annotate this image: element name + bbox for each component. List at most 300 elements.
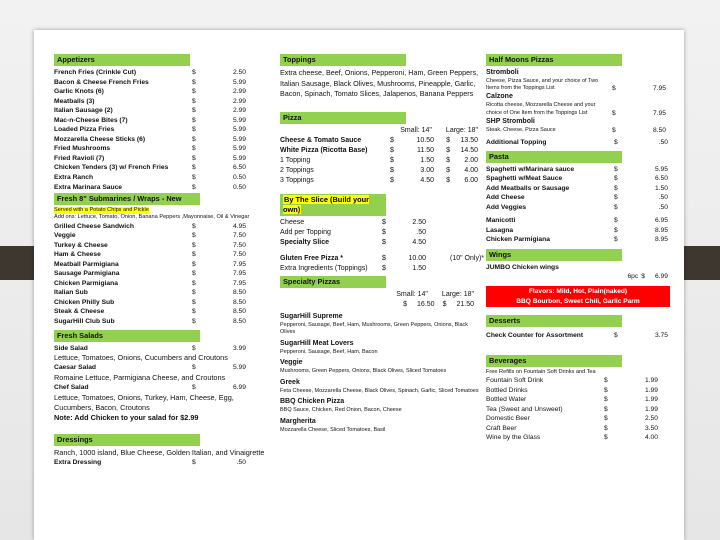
item-price: 3.75 (654, 332, 668, 340)
item-name: 2 Toppings (280, 166, 314, 174)
pizza-size-row (280, 126, 484, 136)
caesar-salad-row (54, 363, 272, 373)
currency-sign: $ (192, 116, 196, 124)
item-name: SHP Stromboli (486, 117, 535, 125)
item-price: 8.50 (232, 308, 246, 316)
subs-list (54, 222, 272, 327)
item-name: Calzone (486, 93, 513, 101)
halfmoons-list (486, 68, 676, 134)
currency-sign: $ (390, 166, 394, 174)
item-name: Craft Beer (486, 424, 517, 432)
item-price: 5.99 (232, 364, 246, 372)
sub-row (54, 279, 272, 289)
item-name: Steak & Cheese (54, 308, 105, 316)
subs-note: Served with a Potato Chips and Pickle (54, 207, 149, 214)
currency-sign: $ (192, 344, 196, 352)
appetizer-row (54, 154, 272, 164)
currency-sign: $ (604, 434, 608, 442)
item-price: 7.50 (232, 251, 246, 259)
currency-sign: $ (192, 97, 196, 105)
extra-ingredients-row (280, 264, 484, 274)
item-price: 5.99 (232, 135, 246, 143)
item-price: 8.50 (232, 317, 246, 325)
currency-sign: $ (192, 298, 196, 306)
small-price: 4.50 (420, 176, 434, 184)
beverage-row (486, 414, 676, 424)
item-name: SugarHill Meat Lovers (280, 339, 354, 347)
pasta-row (486, 203, 676, 213)
item-price: 6.99 (232, 384, 246, 392)
item-price: 6.50 (232, 164, 246, 172)
item-name: Chicken Tenders (3) w/ French Fries (54, 164, 169, 172)
item-price: 7.95 (652, 85, 666, 93)
item-price: 10.00 (408, 254, 426, 262)
currency-sign: $ (192, 384, 196, 392)
wing-flavors-line2: BBQ Bourbon, Sweet Chili, Garlic Parm (516, 297, 640, 305)
currency-sign: $ (614, 165, 618, 173)
sub-row (54, 241, 272, 251)
currency-sign: $ (192, 135, 196, 143)
salad-note: Note: Add Chicken to your salad for $2.99 (54, 413, 199, 423)
currency-sign: $ (192, 69, 196, 76)
pizza-list (280, 136, 484, 186)
item-price: .50 (236, 458, 246, 466)
appetizer-row (54, 135, 272, 145)
item-name: Margherita (280, 418, 316, 426)
item-name: 1 Topping (280, 156, 311, 164)
item-name: Spaghetti w/Meat Sauce (486, 175, 563, 183)
item-name: Meatball Parmigiana (54, 260, 119, 268)
currency-sign: $ (612, 109, 616, 117)
item-desc: BBQ Sauce, Chicken, Red Onion, Bacon, Cheese (280, 407, 402, 414)
item-name: Chicken Philly Sub (54, 298, 115, 306)
desserts-header: Desserts (486, 315, 622, 327)
currency-sign: $ (604, 415, 608, 423)
item-desc: Steak, Cheese, Pizza Sauce (486, 126, 556, 133)
pizza-header: Pizza (280, 112, 406, 124)
item-price: 0.50 (232, 183, 246, 191)
item-name: Add Meatballs or Sausage (486, 184, 570, 192)
currency-sign: $ (614, 175, 618, 183)
currency-sign: $ (192, 145, 196, 153)
item-price: 3.99 (232, 344, 246, 352)
specialty-item (280, 358, 484, 376)
item-price: 7.50 (232, 232, 246, 240)
pizza-row (280, 166, 484, 176)
appetizer-row (54, 144, 272, 154)
item-name: Stromboli (486, 69, 519, 76)
menu-page (34, 30, 684, 540)
item-name: Fried Mushrooms (54, 145, 111, 153)
item-price: 2.50 (232, 69, 246, 76)
item-price: 5.99 (232, 78, 246, 86)
currency-sign: $ (192, 174, 196, 182)
wing-flavors-box (486, 286, 670, 307)
currency-sign: $ (442, 300, 447, 308)
currency-sign: $ (614, 236, 618, 244)
item-price: 7.95 (232, 260, 246, 268)
item-name: Specialty Slice (280, 238, 330, 246)
item-name: Bottled Water (486, 396, 527, 404)
item-desc: Feta Cheese, Mozzarella Cheese, Black Olives, Spinach, Garlic, Sliced Tomatoes (280, 387, 479, 394)
currency-sign: $ (612, 85, 616, 93)
pasta-list (486, 165, 676, 245)
item-price: 1.50 (412, 264, 426, 272)
currency-sign: $ (641, 273, 645, 281)
pasta-row (486, 216, 676, 226)
beverage-row (486, 395, 676, 405)
sub-row (54, 317, 272, 327)
specialty-item (280, 417, 484, 435)
toppings-header: Toppings (280, 54, 406, 66)
specialty-item (280, 397, 484, 415)
specialty-item (280, 378, 484, 396)
item-name: Bottled Drinks (486, 386, 528, 394)
currency-sign: $ (192, 222, 196, 230)
sub-row (54, 298, 272, 308)
item-price: 1.99 (644, 396, 658, 404)
halfmoons-header: Half Moons Pizzas (486, 54, 622, 66)
pizza-row (280, 176, 484, 186)
sub-row (54, 288, 272, 298)
currency-sign: $ (192, 183, 196, 191)
item-name: Side Salad (54, 344, 88, 352)
large-price: 13.50 (460, 136, 478, 144)
column-right (486, 54, 676, 443)
item-name: Chef Salad (54, 384, 89, 392)
currency-sign: $ (382, 218, 386, 226)
item-price: 1.99 (644, 376, 658, 384)
currency-sign: $ (604, 424, 608, 432)
item-name: Grilled Cheese Sandwich (54, 222, 134, 230)
currency-sign: $ (446, 156, 450, 164)
item-price: 6.95 (654, 217, 668, 225)
beverage-row (486, 386, 676, 396)
item-name: Additional Topping (486, 139, 547, 147)
item-name: Chicken Parmigiana (54, 279, 118, 287)
currency-sign: $ (604, 405, 608, 413)
item-price: 5.99 (232, 116, 246, 124)
appetizer-row (54, 125, 272, 135)
item-name: Loaded Pizza Fries (54, 126, 115, 134)
item-name: Spaghetti w/Marinara sauce (486, 165, 575, 173)
currency-sign: $ (612, 127, 616, 135)
item-name: 3 Toppings (280, 176, 314, 184)
gf-note: (10" Only)* (450, 254, 484, 262)
pasta-row (486, 226, 676, 236)
item-price: 7.50 (232, 241, 246, 249)
pizza-row (280, 136, 484, 146)
side-salad-desc: Lettuce, Tomatoes, Onions, Cucumbers and Croutons (54, 353, 228, 363)
appetizer-row (54, 116, 272, 126)
currency-sign: $ (192, 317, 196, 325)
currency-sign: $ (192, 270, 196, 278)
small-price: 3.00 (420, 166, 434, 174)
item-name: Turkey & Cheese (54, 241, 108, 249)
item-name: Lasagna (486, 226, 514, 234)
currency-sign: $ (614, 217, 618, 225)
column-middle (280, 54, 484, 435)
item-price: 5.99 (232, 145, 246, 153)
halfmoon-item (486, 68, 676, 92)
item-price: 1.50 (654, 184, 668, 192)
appetizers-list (54, 68, 272, 192)
currency-sign: $ (192, 289, 196, 297)
halfmoon-item (486, 92, 676, 116)
item-price: 8.50 (232, 298, 246, 306)
currency-sign: $ (192, 107, 196, 115)
pizza-row (280, 146, 484, 156)
item-name: Extra Ingredients (Toppings) (280, 264, 368, 272)
currency-sign: $ (614, 139, 618, 147)
item-price: 2.99 (232, 88, 246, 96)
specialty-price-row (280, 300, 484, 310)
large-price: 14.50 (460, 146, 478, 154)
sub-row (54, 250, 272, 260)
item-price: 7.95 (652, 109, 666, 117)
sub-row (54, 231, 272, 241)
item-price: 8.50 (652, 127, 666, 135)
currency-sign: $ (192, 241, 196, 249)
dessert-row (486, 331, 676, 341)
item-desc: Pepperoni, Sausage, Beef, Ham, Mushrooms, Green Peppers, Onions, Black Olives (280, 321, 469, 336)
appetizer-row (54, 78, 272, 88)
specialty-large-price: 21.50 (456, 300, 474, 308)
item-name: JUMBO Chicken wings (486, 263, 559, 271)
item-price: 6.50 (654, 175, 668, 183)
extra-dressing-row (54, 458, 272, 468)
item-name: Add Cheese (486, 194, 525, 202)
specialty-item (280, 312, 484, 337)
currency-sign: $ (192, 308, 196, 316)
currency-sign: $ (614, 184, 618, 192)
currency-sign: $ (192, 126, 196, 134)
large-price: 2.00 (464, 156, 478, 164)
item-name: Italian Sausage (2) (54, 107, 113, 115)
item-name: Extra Dressing (54, 458, 102, 466)
item-price: 8.95 (654, 236, 668, 244)
item-name: Add per Topping (280, 228, 331, 236)
small-price: 1.50 (420, 156, 434, 164)
item-desc: Mozzarella Cheese, Sliced Tomatoes, Basil (280, 427, 386, 434)
item-name: Extra Marinara Sauce (54, 183, 123, 191)
currency-sign: $ (192, 78, 196, 86)
item-name: Extra Ranch (54, 174, 94, 182)
appetizer-row (54, 97, 272, 107)
currency-sign: $ (604, 386, 608, 394)
subs-header: Fresh 8" Submarines / Wraps - New (54, 193, 200, 205)
pizza-row (280, 156, 484, 166)
pasta-header: Pasta (486, 151, 622, 163)
currency-sign: $ (192, 458, 196, 466)
item-price: 8.95 (654, 226, 668, 234)
item-price: .50 (416, 228, 426, 236)
currency-sign: $ (614, 332, 618, 340)
currency-sign: $ (382, 264, 386, 272)
item-name: Veggie (54, 232, 76, 240)
item-price: 2.99 (232, 107, 246, 115)
appetizer-row (54, 68, 272, 78)
appetizer-row (54, 183, 272, 193)
currency-sign: $ (614, 203, 618, 211)
specialty-item (280, 339, 484, 357)
item-price: 1.99 (644, 386, 658, 394)
currency-sign: $ (192, 279, 196, 287)
currency-sign: $ (382, 238, 386, 246)
large-price: 6.00 (464, 176, 478, 184)
large-price: 4.00 (464, 166, 478, 174)
item-name: BBQ Chicken Pizza (280, 398, 345, 406)
item-name: Gluten Free Pizza * (280, 254, 344, 262)
small-size-label: Small: 14" (400, 126, 432, 134)
item-price: .50 (658, 203, 668, 211)
pasta-row (486, 235, 676, 245)
additional-topping-row (486, 138, 676, 148)
slice-header (280, 194, 386, 216)
currency-sign: $ (446, 176, 450, 184)
item-name: Greek (280, 378, 300, 386)
slice-title: By The Slice (Build your own) (283, 194, 370, 214)
currency-sign: $ (382, 254, 386, 262)
appetizer-row (54, 173, 272, 183)
pasta-row (486, 193, 676, 203)
item-price: 1.99 (644, 405, 658, 413)
item-price: 8.50 (232, 289, 246, 297)
currency-sign: $ (382, 228, 386, 236)
wing-flavors-line1: Flavors: Mild, Hot, Plain(naked) (528, 288, 628, 296)
item-price: 3.50 (644, 424, 658, 432)
chef-salad-row (54, 383, 272, 393)
small-price: 11.50 (417, 146, 434, 154)
item-name: Fried Ravioli (7) (54, 154, 105, 162)
beverages-note: Free Refills on Fountain Soft Drinks and Tea (486, 368, 596, 375)
column-left (54, 54, 272, 468)
appetizer-row (54, 87, 272, 97)
currency-sign: $ (192, 251, 196, 259)
appetizer-row (54, 106, 272, 116)
currency-sign: $ (192, 364, 196, 372)
item-name: Manicotti (486, 217, 516, 225)
toppings-desc: Extra cheese, Beef, Onions, Pepperoni, Ham, Green Peppers, Italian Sausage, Black Olives, Mushrooms, Pineapple, Garlic, Bacon, Spinach, Tomato Slices, Jalapenos, Banana Peppers (280, 68, 479, 98)
currency-sign: $ (403, 300, 408, 308)
specialty-list (280, 312, 484, 435)
item-name: Ham & Cheese (54, 251, 101, 259)
item-name: SugarHill Club Sub (54, 317, 115, 325)
sub-row (54, 307, 272, 317)
chef-salad-desc: Lettuce, Tomatoes, Onions, Turkey, Ham, Cheese, Egg, Cucumbers, Bacon, Croutons (54, 392, 234, 413)
specialty-header: Specialty Pizzas (280, 276, 386, 288)
currency-sign: $ (192, 260, 196, 268)
halfmoon-item (486, 117, 676, 134)
currency-sign: $ (192, 88, 196, 96)
currency-sign: $ (614, 194, 618, 202)
item-price: 2.50 (644, 415, 658, 423)
item-name: SugarHill Supreme (280, 312, 343, 320)
gluten-free-row (280, 254, 484, 264)
slice-topping-row (280, 228, 484, 238)
beverage-row (486, 433, 676, 443)
item-name: Mozzarella Cheese Sticks (6) (54, 135, 146, 143)
item-price: 5.95 (654, 165, 668, 173)
large-size-label: Large: 18" (445, 126, 478, 134)
pasta-row (486, 174, 676, 184)
item-name: French Fries (Crinkle Cut) (54, 69, 137, 76)
item-name: Italian Sub (54, 289, 88, 297)
item-price: 4.95 (232, 222, 246, 230)
appetizers-header: Appetizers (54, 54, 190, 66)
wings-price: 6.99 (654, 273, 668, 281)
item-name: Garlic Knots (6) (54, 88, 104, 96)
item-name: White Pizza (Ricotta Base) (280, 146, 368, 154)
item-price: .50 (658, 139, 668, 147)
sub-row (54, 222, 272, 232)
slice-specialty-row (280, 238, 484, 248)
item-name: Domestic Beer (486, 415, 530, 423)
item-price: 5.99 (232, 154, 246, 162)
specialty-size-row (280, 290, 484, 300)
beverage-row (486, 424, 676, 434)
dressings-desc: Ranch, 1000 island, Blue Cheese, Golden Italian, and Vinaigrette (54, 447, 265, 457)
item-price: 2.50 (412, 218, 426, 226)
item-name: Chicken Parmigiana (486, 236, 550, 244)
item-price: 2.99 (232, 97, 246, 105)
beverages-header: Beverages (486, 355, 622, 367)
wings-price-row (486, 272, 676, 282)
item-price: 7.95 (232, 279, 246, 287)
item-name: Add Veggies (486, 203, 527, 211)
currency-sign: $ (446, 166, 450, 174)
item-name: Caesar Salad (54, 364, 97, 372)
small-price: 10.50 (416, 136, 434, 144)
subs-addons: Add ons: Lettuce, Tomato, Onion, Banana Peppers ,Mayonnaise, Oil & Vinegar (54, 214, 250, 221)
currency-sign: $ (390, 136, 394, 144)
sub-row (54, 269, 272, 279)
item-name: Sausage Parmigiana (54, 270, 120, 278)
currency-sign: $ (446, 146, 450, 154)
beverage-row (486, 405, 676, 415)
dressings-header: Dressings (54, 434, 200, 446)
side-salad-row (54, 344, 272, 354)
item-price: 4.50 (412, 238, 426, 246)
pasta-row (486, 165, 676, 175)
beverage-row (486, 376, 676, 386)
wings-row (486, 263, 676, 273)
beverages-list (486, 376, 676, 443)
item-price: .50 (658, 194, 668, 202)
item-price: 5.99 (232, 126, 246, 134)
specialty-small-price: 16.50 (417, 300, 435, 308)
pasta-row (486, 184, 676, 194)
currency-sign: $ (390, 176, 394, 184)
item-name: Mac-n-Cheese Bites (7) (54, 116, 128, 124)
item-price: 0.50 (232, 174, 246, 182)
appetizer-row (54, 163, 272, 173)
currency-sign: $ (390, 156, 394, 164)
item-desc: Mushrooms, Green Peppers, Onions, Black Olives, Sliced Tomatoes (280, 368, 447, 375)
currency-sign: $ (446, 136, 450, 144)
currency-sign: $ (604, 396, 608, 404)
item-desc: Cheese, Pizza Sauce, and your choice of Two Items from the Toppings List (486, 78, 599, 92)
currency-sign: $ (192, 164, 196, 172)
item-name: Wine by the Glass (486, 434, 541, 442)
item-desc: Pepperoni, Sausage, Beef, Ham, Bacon (280, 348, 378, 355)
item-price: 4.00 (644, 434, 658, 442)
item-name: Veggie (280, 359, 303, 367)
item-desc: Ricotta cheese, Mozzarella Cheese and your choice of One Item from the Toppings List (486, 102, 596, 116)
currency-sign: $ (604, 376, 608, 384)
large-size-label: Large: 18" (441, 290, 474, 298)
item-name: Check Counter for Assortment (486, 332, 584, 340)
